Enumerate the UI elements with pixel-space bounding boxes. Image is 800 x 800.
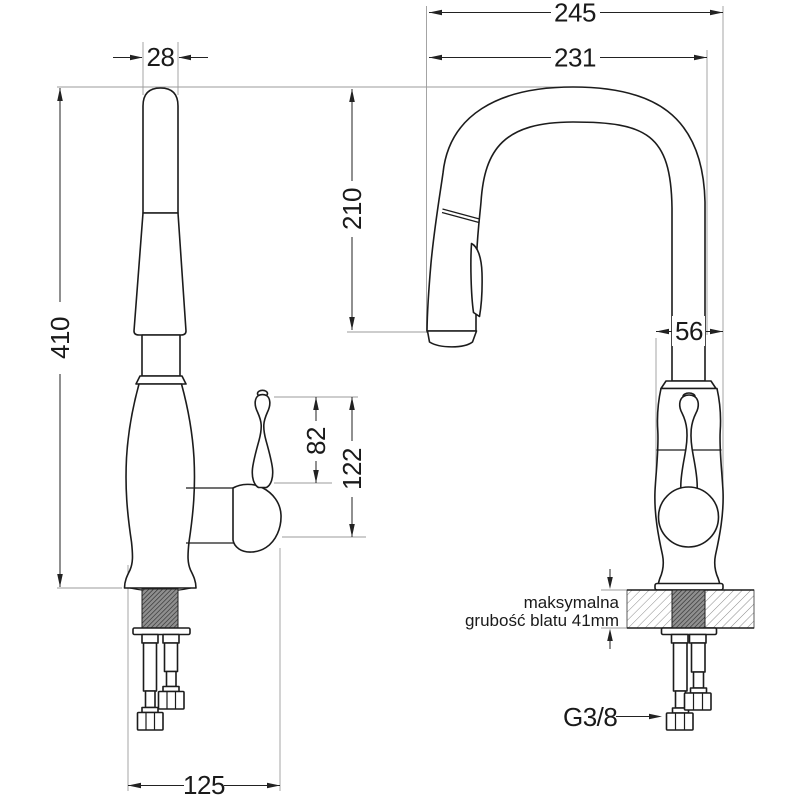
dim-label-spout-width: 28 — [146, 42, 175, 72]
faucet-body-side — [125, 384, 197, 588]
body-medallion — [659, 487, 719, 547]
dimension-counter-thickness — [465, 569, 620, 649]
handle-lever-side — [252, 395, 272, 488]
dim-label-spout-clearance: 210 — [337, 188, 367, 230]
base-ring-front — [655, 584, 723, 591]
sprayhead-nozzle — [428, 331, 477, 347]
dim-label-overall-width: 245 — [554, 0, 596, 28]
dim-label-total-height: 410 — [45, 317, 75, 359]
sprayhead-tab — [471, 244, 482, 317]
dim-label-body-width: 56 — [675, 316, 703, 346]
mounting-flange-front — [662, 628, 717, 635]
supply-hoses-side — [138, 635, 185, 731]
spout-column-side — [143, 88, 178, 213]
counter-note-line1: maksymalna — [523, 593, 619, 612]
dim-label-handle-total: 122 — [337, 448, 367, 490]
dimension-handle-height — [301, 397, 331, 483]
dimension-handle-total-height — [337, 397, 367, 537]
thread-size-callout — [563, 702, 662, 732]
faucet-front-view — [427, 87, 754, 730]
spout-taper-side — [134, 213, 186, 335]
threaded-shank-side — [142, 589, 178, 628]
dimension-total-height — [45, 88, 75, 587]
dim-label-base-depth: 125 — [183, 770, 225, 800]
dimension-overall-width — [429, 0, 723, 28]
thread-size-label: G3/8 — [563, 702, 618, 732]
dimension-spout-clearance — [337, 89, 367, 330]
valve-cap-side — [233, 484, 281, 552]
body-collar-side — [136, 376, 186, 384]
threaded-shank-front — [672, 590, 705, 628]
spout-neck-side — [142, 335, 180, 376]
faucet-side-view — [125, 88, 282, 730]
dimension-spout-width — [113, 42, 208, 72]
dimension-spout-reach — [429, 43, 707, 73]
supply-hoses-front — [667, 635, 712, 731]
mounting-flange-side — [133, 628, 190, 635]
counter-note-line2: grubość blatu 41mm — [464, 611, 619, 630]
dimension-body-width — [656, 316, 723, 346]
body-collar-front — [661, 381, 716, 389]
dim-label-handle-height: 82 — [301, 427, 331, 455]
dimension-base-depth — [128, 770, 280, 800]
dim-label-spout-reach: 231 — [554, 42, 596, 73]
